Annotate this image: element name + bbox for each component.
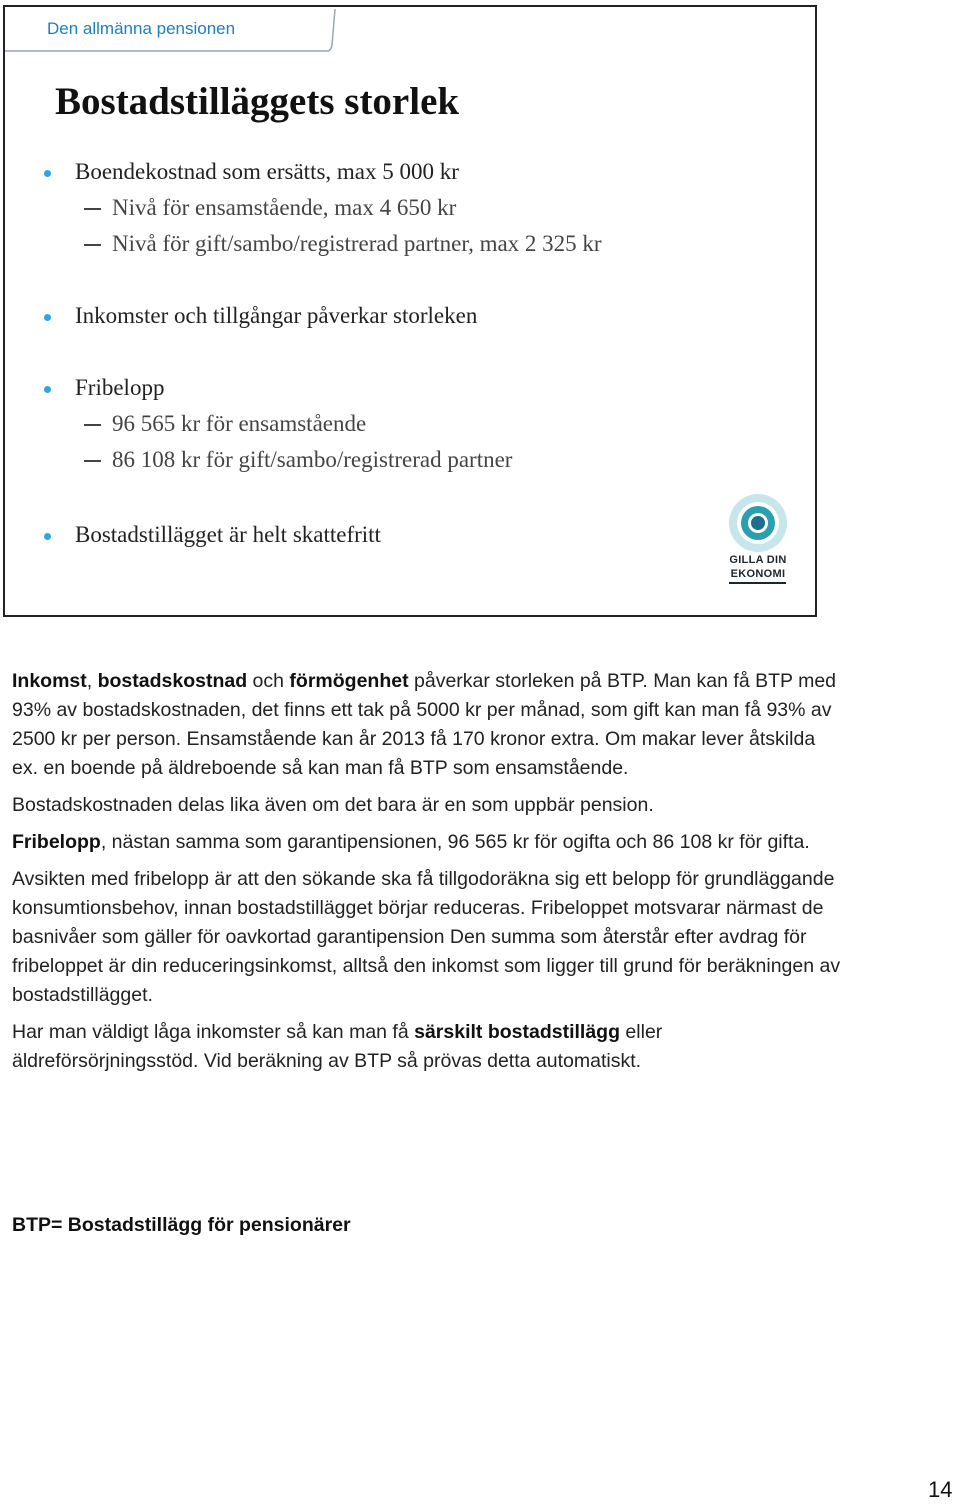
bullet-dot-icon [44,386,51,393]
bullet-fribelopp [75,375,164,401]
slide-title: Bostadstilläggets storlek [55,80,460,123]
bullet-dot-icon [44,170,51,177]
speaker-notes [12,667,842,1084]
bullet-housing-cost [75,159,459,185]
subitem-single-level [112,195,456,221]
dash-icon [84,424,101,426]
subitem-text: 86 108 kr för gift/sambo/registrerad partner [112,447,513,472]
bullet-text: Bostadstillägget är helt skattefritt [75,522,381,547]
bullet-dot-icon [44,314,51,321]
term-fribelopp: Fribelopp [12,831,101,853]
notes-paragraph-shared-cost: Bostadskostnaden delas lika även om det bara är en som uppbär pension. [12,794,654,816]
subitem-married-level [112,231,602,257]
btp-definition: BTP= Bostadstillägg för pensionärer [12,1214,351,1236]
dash-icon [84,208,101,210]
logo-text-line1: GILLA DIN [729,554,787,566]
logo-underline [729,582,786,584]
bullet-text: Boendekostnad som ersätts, max 5 000 kr [75,159,459,184]
bullet-text: Fribelopp [75,375,165,400]
subitem-text: 96 565 kr för ensamstående [112,411,367,436]
term-housing-cost: bostadskostnad [97,670,248,692]
term-income: Inkomst [12,670,87,692]
gilla-din-ekonomi-logo [718,492,798,587]
notes-paragraph-low-income: Har man väldigt låga inkomster så kan man få särskilt bostadstillägg eller äldreförsörjningsstöd. Vid beräkning av BTP så prövas detta automatiskt. [12,1021,663,1072]
subitem-fribelopp-single [112,411,366,437]
bullet-dot-icon [44,533,51,540]
dash-icon [84,244,101,246]
subitem-text: Nivå för gift/sambo/registrerad partner, max 2 325 kr [112,231,602,256]
bullet-text: Inkomster och tillgångar påverkar storleken [75,303,478,328]
slide-thumbnail [3,5,817,617]
section-header: Den allmänna pensionen [47,19,236,38]
dash-icon [84,460,101,462]
term-special-housing-supplement: särskilt bostadstillägg [414,1021,621,1043]
notes-paragraph-fribelopp: Fribelopp, nästan samma som garantipensionen, 96 565 kr för ogifta och 86 108 kr för gifta. [12,831,810,853]
subitem-fribelopp-married [112,447,512,473]
page-number: 14 [928,1477,953,1502]
logo-circle-icon [718,492,798,558]
notes-paragraph-fribelopp-purpose: Avsikten med fribelopp är att den sökande ska få tillgodoräkna sig ett belopp för grundläggande konsumtionsbehov, innan bostadstillägget börjar reduceras. Fribeloppet motsvarar närmast de basnivåer som gäller för oavkortad garantipension Den summa som återstår efter avdrag för fribeloppet är din reduceringsinkomst, alltså den inkomst som ligger till grund för beräkningen av bostadstillägget. [12,868,841,1006]
bullet-income-assets [75,303,477,329]
term-wealth: förmögenhet [289,670,409,692]
notes-paragraph-btp-factors: Inkomst, bostadskostnad och förmögenhet påverkar storleken på BTP. Man kan få BTP med 93% av bostadskostnaden, det finns ett tak på 5000 kr per månad, som gift kan man få 93% av 2500 kr per person. Ensamstående kan år 2013 få 170 kronor extra. Om makar lever åtskilda ex. en boende på äldreboende så kan man få BTP som ensamstående. [12,670,837,779]
logo-text-line2: EKONOMI [730,568,786,580]
bullet-tax-free [75,522,381,548]
subitem-text: Nivå för ensamstående, max 4 650 kr [112,195,457,220]
